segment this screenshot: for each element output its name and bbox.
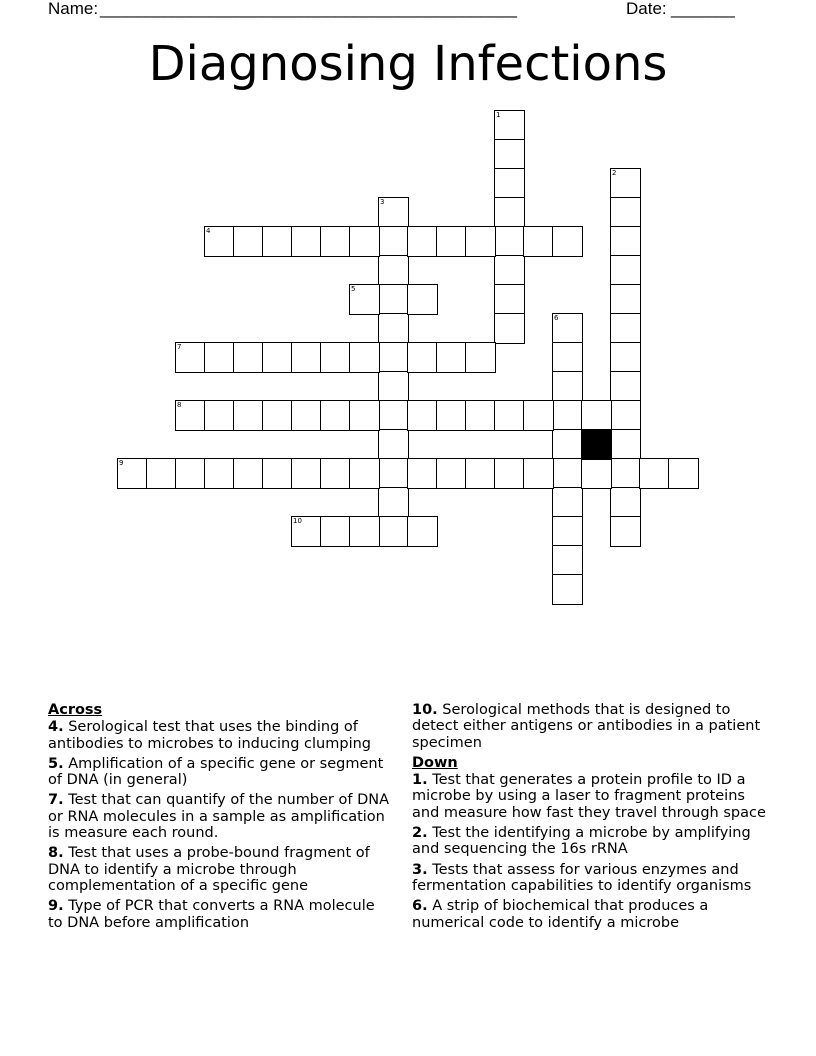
across-clue — [412, 702, 772, 751]
down-clue — [412, 898, 772, 931]
grid-cell[interactable] — [291, 226, 322, 257]
grid-cell[interactable] — [349, 284, 380, 315]
grid-cell[interactable] — [204, 458, 235, 489]
grid-cell[interactable] — [436, 226, 467, 257]
grid-cell[interactable] — [378, 429, 409, 460]
grid-cell[interactable] — [146, 458, 177, 489]
grid-cell[interactable] — [378, 371, 409, 402]
grid-cell[interactable] — [494, 197, 525, 228]
grid-cell[interactable] — [175, 400, 206, 431]
grid-cell[interactable] — [610, 429, 641, 460]
clue-number: 6. — [412, 898, 428, 915]
grid-cell[interactable] — [465, 226, 496, 257]
grid-cell[interactable] — [378, 197, 409, 228]
grid-cell[interactable] — [610, 487, 641, 518]
grid-cell[interactable] — [610, 226, 641, 257]
grid-cell[interactable] — [378, 255, 409, 286]
grid-cell[interactable] — [465, 342, 496, 373]
grid-cell[interactable] — [291, 516, 322, 547]
grid-cell[interactable] — [262, 342, 293, 373]
grid-cell[interactable] — [552, 342, 583, 373]
grid-cell[interactable] — [523, 458, 554, 489]
grid-cell[interactable] — [378, 458, 409, 489]
cell-number: 10 — [293, 517, 302, 525]
grid-cell[interactable] — [349, 516, 380, 547]
grid-cell[interactable] — [581, 458, 612, 489]
across-heading: Across — [48, 702, 103, 718]
grid-cell[interactable] — [378, 487, 409, 518]
grid-cell[interactable] — [436, 400, 467, 431]
grid-cell[interactable] — [291, 458, 322, 489]
grid-cell[interactable] — [175, 458, 206, 489]
grid-cell[interactable] — [204, 342, 235, 373]
clue-text: Test that can quantify of the number of DNA or RNA molecules in a sample as amplification is measure each round. — [48, 792, 390, 842]
clue-number: 9. — [48, 898, 64, 915]
grid-cell[interactable] — [378, 400, 409, 431]
clue-number: 4. — [48, 719, 64, 736]
name-field[interactable]: ______________________________________________ — [100, 0, 517, 18]
grid-cell[interactable] — [204, 400, 235, 431]
grid-cell[interactable] — [552, 400, 583, 431]
clues-left-column — [48, 702, 393, 935]
date-label: Date: — [626, 0, 667, 18]
grid-cell[interactable] — [320, 458, 351, 489]
clue-text: Tests that assess for various enzymes and fermentation capabilities to identify organisms — [412, 861, 752, 894]
grid-cell[interactable] — [262, 400, 293, 431]
grid-cell[interactable] — [494, 458, 525, 489]
down-clue — [412, 862, 772, 895]
grid-cell[interactable] — [378, 516, 409, 547]
clue-text: Test the identifying a microbe by amplifying and sequencing the 16s rRNA — [412, 825, 751, 858]
cell-number: 7 — [177, 343, 182, 351]
grid-cell[interactable] — [523, 400, 554, 431]
grid-cell[interactable] — [552, 487, 583, 518]
cell-number: 9 — [119, 459, 124, 467]
grid-cell[interactable] — [610, 516, 641, 547]
grid-cell[interactable] — [378, 342, 409, 373]
clue-text: A strip of biochemical that produces a numerical code to identify a microbe — [412, 898, 709, 931]
grid-cell[interactable] — [407, 516, 438, 547]
grid-cell[interactable] — [610, 458, 641, 489]
grid-cell[interactable] — [494, 139, 525, 170]
across-clue — [48, 719, 393, 752]
grid-cell[interactable] — [610, 168, 641, 199]
clue-text: Amplification of a specific gene or segment of DNA (in general) — [48, 755, 384, 789]
black-cell — [581, 429, 612, 460]
grid-cell[interactable] — [262, 226, 293, 257]
grid-cell[interactable] — [233, 458, 264, 489]
grid-cell[interactable] — [349, 400, 380, 431]
grid-cell[interactable] — [552, 516, 583, 547]
grid-cell[interactable] — [494, 284, 525, 315]
clue-text: Serological test that uses the binding of antibodies to microbes to inducing clumping — [48, 719, 372, 752]
grid-cell[interactable] — [668, 458, 699, 489]
grid-cell[interactable] — [407, 458, 438, 489]
down-clue — [412, 772, 772, 821]
cell-number: 4 — [206, 227, 211, 235]
grid-cell[interactable] — [465, 400, 496, 431]
clue-text: Type of PCR that converts a RNA molecule to DNA before amplification — [48, 898, 375, 931]
grid-cell[interactable] — [610, 284, 641, 315]
grid-cell[interactable] — [407, 400, 438, 431]
grid-cell[interactable] — [494, 168, 525, 199]
cell-number: 3 — [380, 198, 385, 206]
clue-number: 10. — [412, 702, 438, 718]
clue-text: Test that uses a probe-bound fragment of DNA to identify a microbe through complementation of a specific gene — [48, 845, 370, 894]
cell-number: 6 — [554, 314, 559, 322]
grid-cell[interactable] — [407, 284, 438, 315]
grid-cell[interactable] — [465, 458, 496, 489]
grid-cell[interactable] — [291, 400, 322, 431]
grid-cell[interactable] — [494, 313, 525, 344]
across-clue — [48, 845, 393, 894]
grid-cell[interactable] — [204, 226, 235, 257]
across-clue — [48, 792, 393, 841]
grid-cell[interactable] — [291, 342, 322, 373]
grid-cell[interactable] — [436, 342, 467, 373]
cell-number: 5 — [351, 285, 356, 293]
clue-number: 2. — [412, 825, 428, 842]
across-clue — [48, 898, 393, 931]
grid-cell[interactable] — [436, 458, 467, 489]
clue-number: 5. — [48, 755, 64, 772]
grid-cell[interactable] — [552, 226, 583, 257]
grid-cell[interactable] — [407, 342, 438, 373]
grid-cell[interactable] — [407, 226, 438, 257]
grid-cell[interactable] — [494, 110, 525, 141]
grid-cell[interactable] — [320, 400, 351, 431]
grid-cell[interactable] — [349, 342, 380, 373]
across-clue — [48, 756, 393, 789]
grid-cell[interactable] — [494, 255, 525, 286]
cell-number: 8 — [177, 401, 182, 409]
grid-cell[interactable] — [523, 226, 554, 257]
grid-cell[interactable] — [320, 342, 351, 373]
grid-cell[interactable] — [552, 545, 583, 576]
down-heading: Down — [412, 754, 458, 771]
grid-cell[interactable] — [378, 313, 409, 344]
grid-cell[interactable] — [610, 342, 641, 373]
grid-cell[interactable] — [552, 429, 583, 460]
grid-cell[interactable] — [233, 226, 264, 257]
clues-right-column — [412, 702, 772, 935]
date-field[interactable]: _______ — [671, 0, 735, 18]
grid-cell[interactable] — [349, 458, 380, 489]
clue-number: 3. — [412, 861, 428, 878]
cell-number: 2 — [612, 169, 617, 177]
grid-cell[interactable] — [378, 226, 409, 257]
grid-cell[interactable] — [378, 284, 409, 315]
grid-cell[interactable] — [349, 226, 380, 257]
grid-cell[interactable] — [552, 313, 583, 344]
grid-cell[interactable] — [552, 574, 583, 605]
grid-cell[interactable] — [494, 226, 525, 257]
grid-cell[interactable] — [233, 400, 264, 431]
clue-text: Serological methods that is designed to detect either antigens or antibodies in a patient specimen — [412, 702, 761, 751]
grid-cell[interactable] — [610, 197, 641, 228]
grid-cell[interactable] — [552, 458, 583, 489]
clue-number: 7. — [48, 792, 64, 809]
grid-cell[interactable] — [117, 458, 148, 489]
grid-cell[interactable] — [552, 371, 583, 402]
down-clue — [412, 825, 772, 858]
grid-cell[interactable] — [610, 313, 641, 344]
cell-number: 1 — [496, 111, 501, 119]
grid-cell[interactable] — [610, 400, 641, 431]
grid-cell[interactable] — [175, 342, 206, 373]
name-label: Name: — [48, 0, 99, 18]
grid-cell[interactable] — [320, 226, 351, 257]
grid-cell[interactable] — [581, 400, 612, 431]
clue-number: 8. — [48, 845, 64, 862]
grid-cell[interactable] — [610, 255, 641, 286]
grid-cell[interactable] — [320, 516, 351, 547]
clue-number: 1. — [412, 772, 428, 789]
page-title: Diagnosing Infections — [148, 36, 668, 92]
grid-cell[interactable] — [639, 458, 670, 489]
grid-cell[interactable] — [610, 371, 641, 402]
grid-cell[interactable] — [262, 458, 293, 489]
grid-cell[interactable] — [233, 342, 264, 373]
clue-text: Test that generates a protein profile to ID a microbe by using a laser to fragment proteins and measure how fast they travel through space — [412, 772, 766, 821]
grid-cell[interactable] — [494, 400, 525, 431]
